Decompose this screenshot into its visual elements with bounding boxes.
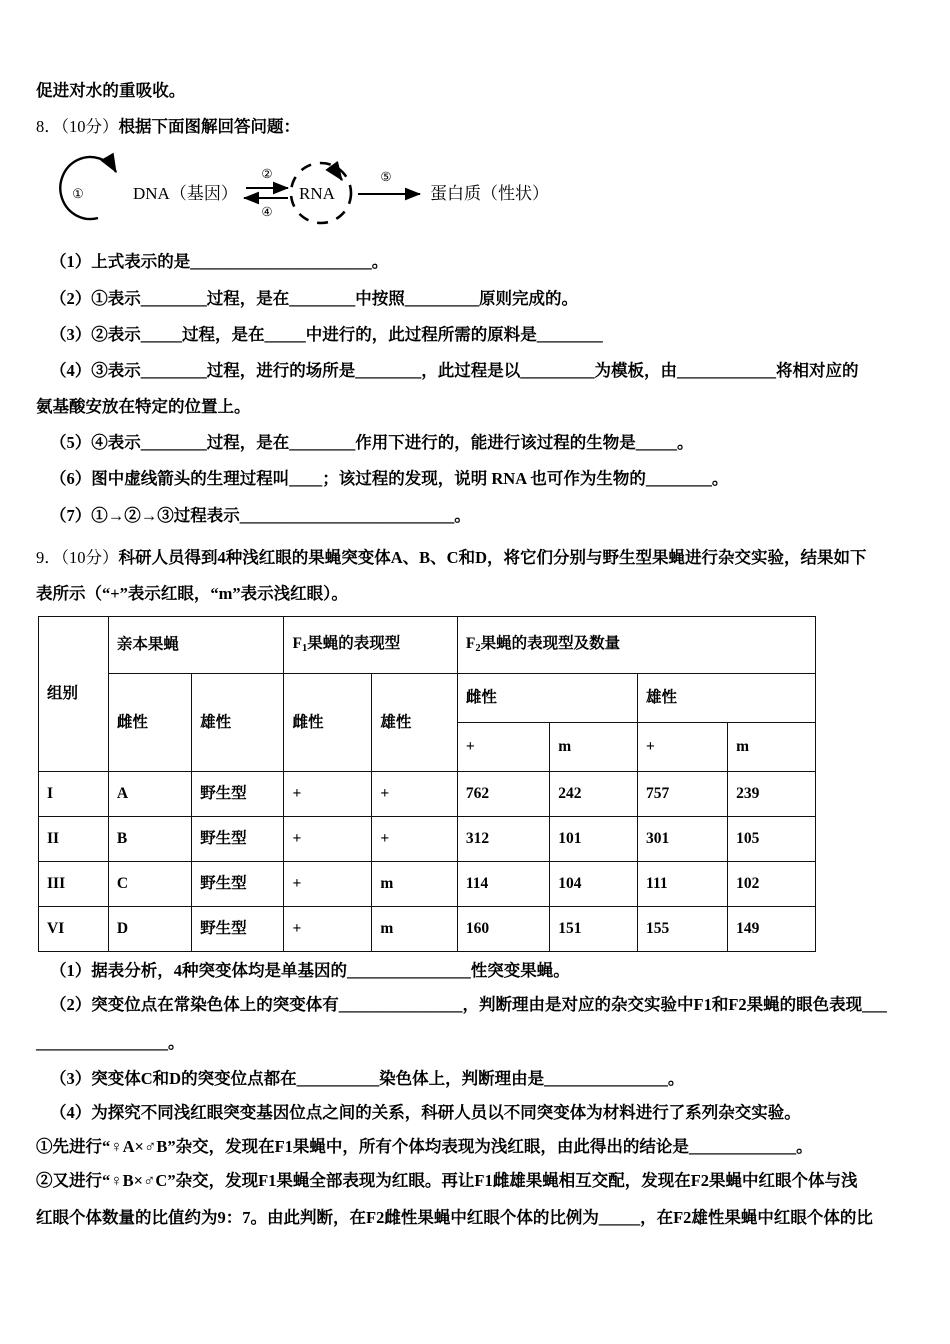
table-row: [39, 862, 816, 907]
header-parent-female: 雌性: [108, 674, 191, 772]
cell-f2-male-m: 239: [728, 772, 816, 817]
question-9-number: 9．: [36, 547, 61, 567]
q9-item-4: （4）为探究不同浅红眼突变基因位点之间的关系，科研人员以不同突变体为材料进行了系列杂交实验。: [50, 1102, 801, 1122]
cell-f1-female: +: [284, 772, 372, 817]
q8-item-5: （5）④表示________过程，是在________作用下进行的，能进行该过程的生物是_____。: [50, 433, 694, 453]
header-f2-male: 雄性: [638, 674, 816, 723]
central-dogma-svg: [36, 146, 596, 242]
dna-node-label: DNA（基因）: [133, 184, 238, 204]
q9-item-2-line2: ________________。: [36, 1032, 185, 1052]
q8-item-4: （4）③表示________过程，进行的场所是________，此过程是以_________为模板，由____________将相对应的: [50, 360, 859, 380]
header-parent-male: 雄性: [192, 674, 284, 772]
q8-item-4-cont: 氨基酸安放在特定的位置上。: [36, 397, 251, 417]
cell-f1-male: m: [372, 907, 458, 952]
cell-f2-female-plus: 312: [457, 817, 549, 862]
cell-parent-male: 野生型: [192, 907, 284, 952]
header-parent: 亲本果蝇: [108, 617, 284, 674]
dna-replication-loop: [60, 157, 116, 219]
question-8-points: （10分）: [60, 116, 119, 136]
cell-group: II: [39, 817, 109, 862]
q8-item-6: （6）图中虚线箭头的生理过程叫____；该过程的发现，说明 RNA 也可作为生物的________。: [50, 469, 729, 489]
cell-parent-female: D: [108, 907, 191, 952]
question-8-number: 8．: [36, 116, 61, 136]
marker-1-label: ①: [72, 186, 84, 202]
table-header-row-1: [39, 617, 816, 674]
header-f1-female: 雌性: [284, 674, 372, 772]
header-f2-male-m: m: [728, 723, 816, 772]
cross-experiment-table: [38, 616, 816, 952]
cell-f1-male: +: [372, 772, 458, 817]
question-9-heading: [36, 542, 920, 574]
cell-parent-male: 野生型: [192, 862, 284, 907]
cell-f2-male-plus: 111: [638, 862, 728, 907]
header-f2-female-m: m: [550, 723, 638, 772]
cell-f2-female-plus: 762: [457, 772, 549, 817]
page-content: [36, 78, 920, 1236]
header-group: 组别: [39, 617, 109, 772]
q8-item-2: （2）①表示________过程，是在________中按照_________原则完成的。: [50, 288, 578, 308]
cell-parent-female: C: [108, 862, 191, 907]
cell-group: I: [39, 772, 109, 817]
protein-node-label: 蛋白质（性状）: [430, 184, 549, 204]
q9-item-4-sub1: ①先进行“♀A×♂B”杂交，发现在F1果蝇中，所有个体均表现为浅红眼，由此得出的结论是_____________。: [36, 1136, 813, 1156]
q9-item-4-sub2-line1: ②又进行“♀B×♂C”杂交，发现F1果蝇全部表现为红眼。再让F1雌雄果蝇相互交配，发现在F2果蝇中红眼个体与浅: [36, 1171, 858, 1191]
question-9-points: （10分）: [60, 547, 119, 567]
marker-4-label: ④: [261, 205, 273, 220]
cell-f2-female-m: 104: [550, 862, 638, 907]
q8-item-1: （1）上式表示的是______________________。: [50, 252, 389, 272]
cell-f1-male: +: [372, 817, 458, 862]
central-dogma-diagram: [36, 146, 920, 242]
cell-f2-male-plus: 301: [638, 817, 728, 862]
cell-group: VI: [39, 907, 109, 952]
marker-2-label: ②: [261, 167, 273, 182]
cell-parent-female: B: [108, 817, 191, 862]
cell-parent-female: A: [108, 772, 191, 817]
cell-f2-female-plus: 160: [457, 907, 549, 952]
cell-f2-female-m: 151: [550, 907, 638, 952]
cell-f2-male-plus: 155: [638, 907, 728, 952]
table-row: [39, 817, 816, 862]
table-row: [39, 907, 816, 952]
cell-f1-female: +: [284, 817, 372, 862]
question-9-stem-line2: 表所示（“+”表示红眼，“m”表示浅红眼）。: [36, 583, 348, 603]
table-header-row-2: [39, 674, 816, 723]
cell-f1-male: m: [372, 862, 458, 907]
question-8-prompt: 根据下面图解回答问题：: [118, 116, 300, 136]
q8-item-3: （3）②表示_____过程，是在_____中进行的，此过程所需的原料是________: [50, 324, 603, 344]
cell-f2-female-m: 242: [550, 772, 638, 817]
cell-parent-male: 野生型: [192, 772, 284, 817]
cell-f2-male-m: 102: [728, 862, 816, 907]
rna-node-label: RNA: [299, 184, 335, 204]
cell-f2-male-m: 149: [728, 907, 816, 952]
cell-f2-female-plus: 114: [457, 862, 549, 907]
header-f2-female: 雌性: [457, 674, 637, 723]
rna-replication-arrowhead: [332, 166, 342, 180]
q9-item-3: （3）突变体C和D的突变位点都在__________染色体上，判断理由是_______________。: [50, 1068, 685, 1088]
continuation-text: 促进对水的重吸收。: [36, 81, 186, 100]
header-f2-female-plus: +: [457, 723, 549, 772]
cell-f1-female: +: [284, 862, 372, 907]
header-f1-male: 雄性: [372, 674, 458, 772]
header-f1: $F_1$果蝇的表现型: [284, 617, 457, 674]
cell-f2-male-plus: 757: [638, 772, 728, 817]
q8-item-7: （7）①→②→③过程表示__________________________。: [50, 505, 471, 525]
cell-f1-female: +: [284, 907, 372, 952]
cell-f2-male-m: 105: [728, 817, 816, 862]
header-f2-male-plus: +: [638, 723, 728, 772]
question-9-stem-line1: 科研人员得到4种浅红眼的果蝇突变体A、B、C和D，将它们分别与野生型果蝇进行杂交实验，结果如下: [118, 547, 867, 567]
q9-item-1: （1）据表分析，4种突变体均是单基因的_______________性突变果蝇。: [50, 961, 570, 981]
table-row: [39, 772, 816, 817]
header-f2: $F_2$果蝇的表现型及数量: [457, 617, 815, 674]
q9-item-4-sub2-line2: 红眼个体数量的比值约为9：7。由此判断，在F2雌性果蝇中红眼个体的比例为_____，在F2雄性果蝇中红眼个体的比: [36, 1208, 873, 1228]
cell-parent-male: 野生型: [192, 817, 284, 862]
marker-5-label: ⑤: [380, 170, 392, 185]
question-8-heading: [36, 114, 920, 141]
cell-group: III: [39, 862, 109, 907]
cell-f2-female-m: 101: [550, 817, 638, 862]
q9-item-2-line1: （2）突变位点在常染色体上的突变体有_______________，判断理由是对应的杂交实验中F1和F2果蝇的眼色表现___: [50, 995, 887, 1015]
